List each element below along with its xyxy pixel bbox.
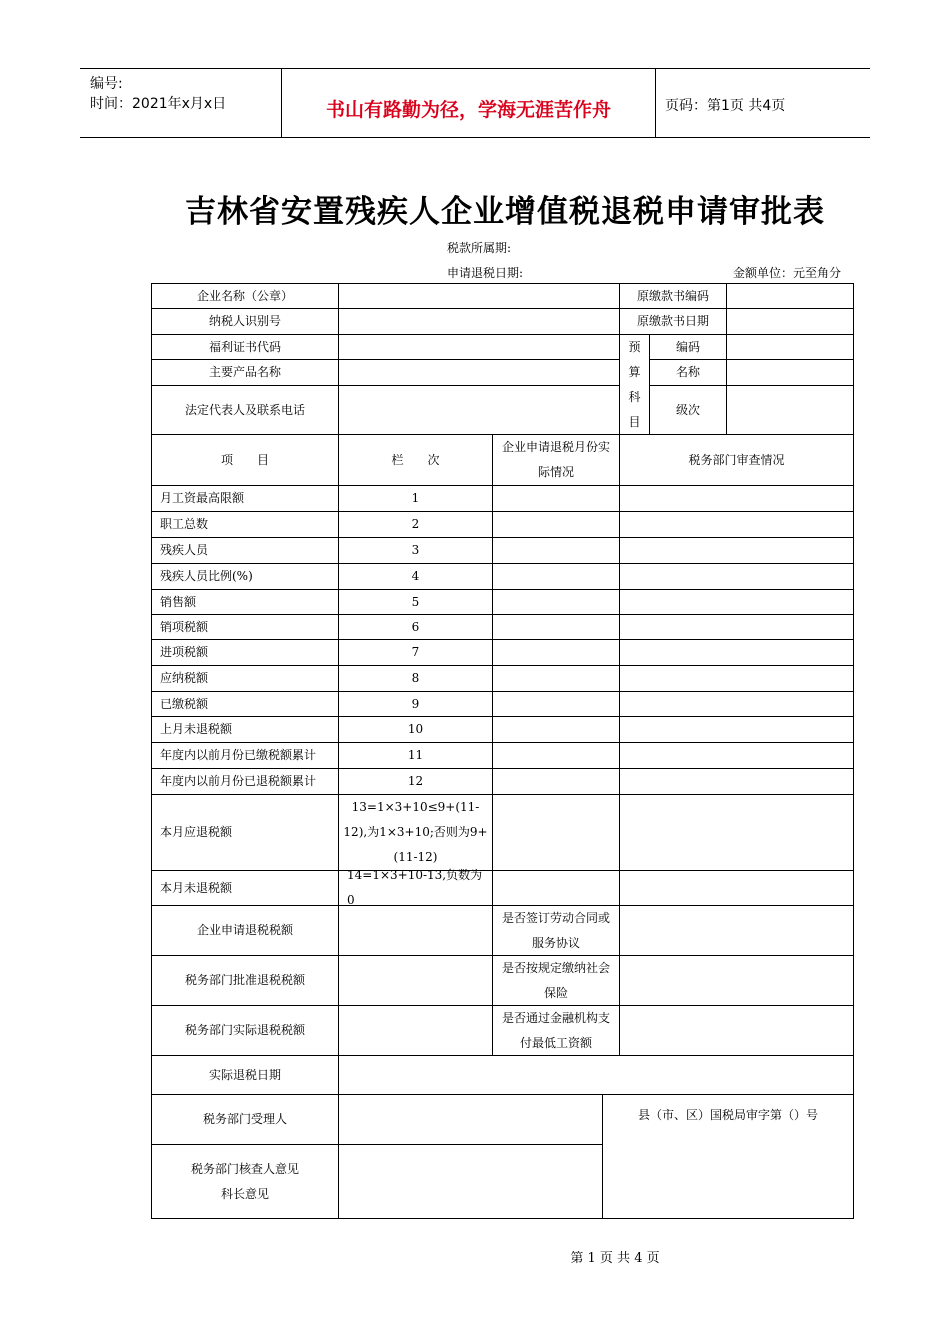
field-q-bank[interactable] (619, 1005, 854, 1056)
table-row-item: 销项税额 (151, 614, 339, 640)
table-row-actual-field[interactable] (492, 870, 620, 906)
table-row-line: 14=1×3+10-13,负数为0 (338, 870, 493, 906)
table-row-review-field[interactable] (619, 691, 854, 717)
label-reviewer: 税务部门核查人意见 (190, 1161, 299, 1176)
header-motto: 书山有路勤为径，学海无涯苦作舟 (325, 99, 611, 121)
label-budget-code: 编码 (649, 334, 727, 360)
field-actual-refund[interactable] (338, 1005, 493, 1056)
table-row-line: 5 (338, 589, 493, 615)
table-row-actual-field[interactable] (492, 511, 620, 538)
table-row-item: 已缴税额 (151, 691, 339, 717)
field-welfare-cert[interactable] (338, 334, 620, 360)
label-main-product: 主要产品名称 (151, 359, 339, 386)
table-row-actual-field[interactable] (492, 691, 620, 717)
table-row-item: 职工总数 (151, 511, 339, 538)
table-row-item: 年度内以前月份已缴税额累计 (151, 742, 339, 769)
table-row-actual-field[interactable] (492, 716, 620, 743)
refund-application-form (151, 283, 854, 1219)
table-row-actual-field[interactable] (492, 639, 620, 666)
label-approved-refund: 税务部门批准退税税额 (151, 955, 339, 1006)
table-row-review-field[interactable] (619, 511, 854, 538)
field-taxpayer-id[interactable] (338, 308, 620, 335)
field-orig-book-date[interactable] (726, 308, 854, 335)
budget-char: 科 (628, 389, 641, 404)
table-row-actual-field[interactable] (492, 485, 620, 512)
header-time: 时间：2021年x月x日 (90, 96, 227, 112)
label-actual-refund: 税务部门实际退税税额 (151, 1005, 339, 1056)
field-orig-book-code[interactable] (726, 283, 854, 309)
field-reviewer-chief[interactable] (338, 1144, 603, 1219)
table-row-item: 上月未退税额 (151, 716, 339, 743)
table-row-line: 2 (338, 511, 493, 538)
page-footer: 第 1 页 共 4 页 (570, 1251, 660, 1266)
label-budget-name: 名称 (649, 359, 727, 386)
table-row-actual-field[interactable] (492, 537, 620, 564)
approval-number-box: 县（市、区）国税局审字第（）号 (602, 1094, 854, 1219)
label-reviewer-chief (151, 1144, 339, 1219)
table-row-review-field[interactable] (619, 716, 854, 743)
header-right-cell (655, 69, 870, 137)
table-row-item: 年度内以前月份已退税额累计 (151, 768, 339, 795)
field-main-product[interactable] (338, 359, 620, 386)
field-legal-rep[interactable] (338, 385, 620, 435)
table-row-line: 13=1×3+10≤9+(11-12),为1×3+10;否则为9+(11-12) (338, 794, 493, 871)
table-row-review-field[interactable] (619, 589, 854, 615)
table-row-review-field[interactable] (619, 794, 854, 871)
label-receiver: 税务部门受理人 (151, 1094, 339, 1145)
label-legal-rep: 法定代表人及联系电话 (151, 385, 339, 435)
table-row-item: 残疾人员比例(%) (151, 563, 339, 590)
budget-char: 算 (628, 364, 641, 379)
table-row-line: 9 (338, 691, 493, 717)
field-approved-refund[interactable] (338, 955, 493, 1006)
document-header (80, 68, 870, 138)
field-actual-date[interactable] (338, 1055, 854, 1095)
table-row-review-field[interactable] (619, 563, 854, 590)
field-q-contract[interactable] (619, 905, 854, 956)
table-row-actual-field[interactable] (492, 665, 620, 692)
field-apply-refund[interactable] (338, 905, 493, 956)
label-actual-date: 实际退税日期 (151, 1055, 339, 1095)
table-row-line: 11 (338, 742, 493, 769)
table-row-item: 月工资最高限额 (151, 485, 339, 512)
col-header-review: 税务部门审查情况 (619, 434, 854, 486)
table-row-line: 1 (338, 485, 493, 512)
field-budget-level[interactable] (726, 385, 854, 435)
table-row-review-field[interactable] (619, 614, 854, 640)
table-row-actual-field[interactable] (492, 794, 620, 871)
table-row-item: 进项税额 (151, 639, 339, 666)
col-header-line: 栏 次 (338, 434, 493, 486)
table-row-review-field[interactable] (619, 639, 854, 666)
amount-unit-label: 金额单位：元至角分 (733, 266, 842, 280)
table-row-review-field[interactable] (619, 665, 854, 692)
table-row-line: 12 (338, 768, 493, 795)
table-row-actual-field[interactable] (492, 614, 620, 640)
table-row-actual-field[interactable] (492, 563, 620, 590)
header-center-cell (281, 69, 656, 137)
label-taxpayer-id: 纳税人识别号 (151, 308, 339, 335)
label-apply-refund: 企业申请退税税额 (151, 905, 339, 956)
label-q-contract: 是否签订劳动合同或服务协议 (492, 905, 620, 956)
col-header-item: 项 目 (151, 434, 339, 486)
table-row-line: 8 (338, 665, 493, 692)
table-row-line: 4 (338, 563, 493, 590)
budget-char: 预 (628, 339, 641, 354)
label-q-bank: 是否通过金融机构支付最低工资额 (492, 1005, 620, 1056)
label-orig-book-date: 原缴款书日期 (619, 308, 727, 335)
header-left-cell (80, 69, 281, 137)
table-row-review-field[interactable] (619, 537, 854, 564)
table-row-item: 残疾人员 (151, 537, 339, 564)
field-receiver[interactable] (338, 1094, 603, 1145)
table-row-line: 3 (338, 537, 493, 564)
field-budget-code[interactable] (726, 334, 854, 360)
table-row-review-field[interactable] (619, 768, 854, 795)
table-row-line: 7 (338, 639, 493, 666)
table-row-review-field[interactable] (619, 485, 854, 512)
table-row-item: 本月应退税额 (151, 794, 339, 871)
header-page-number: 页码：第1页 共4页 (665, 98, 786, 114)
table-row-review-field[interactable] (619, 870, 854, 906)
form-title: 吉林省安置残疾人企业增值税退税申请审批表 (185, 194, 825, 230)
table-row-actual-field[interactable] (492, 589, 620, 615)
label-q-insurance: 是否按规定缴纳社会保险 (492, 955, 620, 1006)
label-budget-level: 级次 (649, 385, 727, 435)
label-budget-subject (619, 334, 650, 435)
table-row-actual-field[interactable] (492, 742, 620, 769)
label-welfare-cert: 福利证书代码 (151, 334, 339, 360)
budget-char: 目 (628, 414, 641, 429)
table-row-line: 6 (338, 614, 493, 640)
header-number: 编号: (90, 76, 123, 92)
apply-date-label: 申请退税日期: (447, 266, 524, 280)
label-orig-book-code: 原缴款书编码 (619, 283, 727, 309)
label-company-name: 企业名称（公章） (151, 283, 339, 309)
field-company-name[interactable] (338, 283, 620, 309)
field-budget-name[interactable] (726, 359, 854, 386)
field-q-insurance[interactable] (619, 955, 854, 1006)
tax-period-label: 税款所属期: (447, 241, 512, 255)
table-row-review-field[interactable] (619, 742, 854, 769)
col-header-actual: 企业申请退税月份实际情况 (492, 434, 620, 486)
table-row-line: 10 (338, 716, 493, 743)
table-row-actual-field[interactable] (492, 768, 620, 795)
table-row-item: 销售额 (151, 589, 339, 615)
table-row-item: 本月未退税额 (151, 870, 339, 906)
table-row-item: 应纳税额 (151, 665, 339, 692)
label-section-chief: 科长意见 (220, 1186, 269, 1201)
